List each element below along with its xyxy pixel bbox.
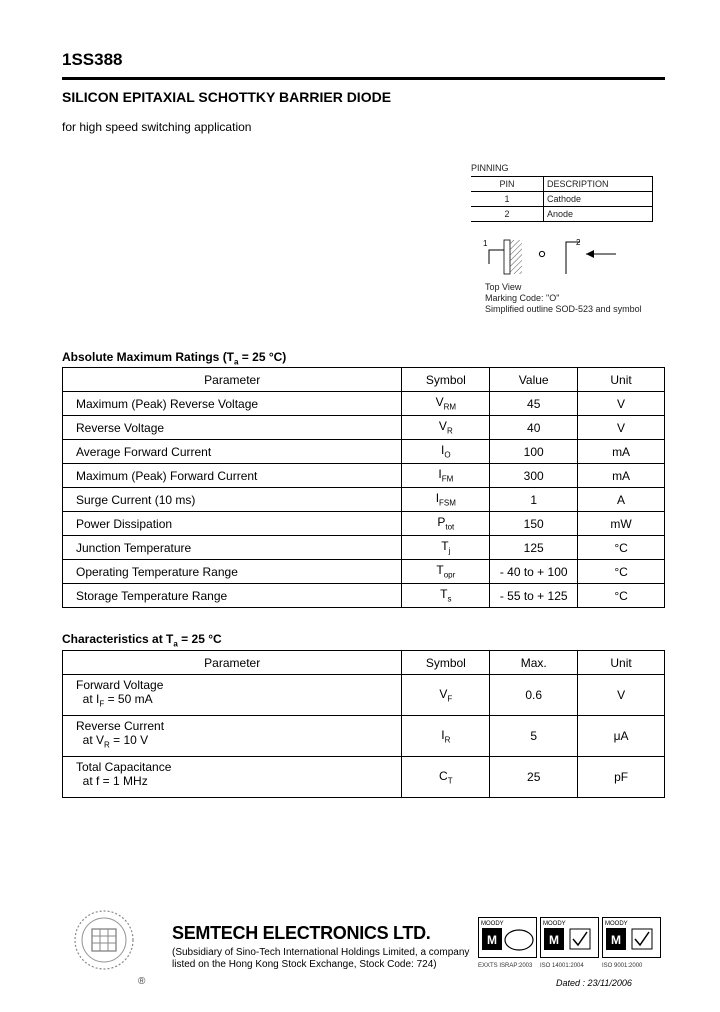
table-row: Power Dissipation $P_{tot}$ 150 mW [63, 512, 665, 536]
company-seal-logo [73, 909, 135, 971]
table-row: Maximum (Peak) Reverse Voltage $V_{RM}$ 45 V [63, 392, 665, 416]
part-number: 1SS388 [62, 50, 123, 69]
marking-dot [539, 251, 544, 256]
unit-header: Unit [578, 368, 665, 392]
pin-header: PIN [471, 177, 544, 192]
table-row: Average Forward Current $I_O$ 100 mA [63, 440, 665, 464]
pinning-block [471, 163, 661, 222]
unit-header: Unit [578, 651, 665, 675]
table-row [471, 192, 653, 207]
svg-text:MOODY: MOODY [605, 921, 628, 927]
param-header: Parameter [63, 368, 402, 392]
company-subsidiary-text: (Subsidiary of Sino-Tech International Holdings Limited, a company listed on the Hong Kong Stock Exchange, Stock Code: 724) [172, 947, 470, 970]
pin-description: Cathode [544, 192, 653, 207]
svg-text:M: M [487, 933, 497, 947]
table-row: Operating Temperature Range $T_{opr}$ - 40 to + 100 °C [63, 560, 665, 584]
table-row: Reverse Voltage $V_R$ 40 V [63, 416, 665, 440]
doc-title: SILICON EPITAXIAL SCHOTTKY BARRIER DIODE [62, 89, 392, 105]
characteristics-title: Characteristics at $T_a = 25$ °C [62, 632, 222, 649]
pinning-table [471, 176, 653, 222]
svg-text:MOODY: MOODY [543, 921, 566, 927]
package-outline [504, 240, 510, 274]
certification-labels: EXXTS ISRAP:2003 ISO 14001:2004 ISO 9001:2000 [478, 963, 643, 969]
svg-text:M: M [549, 933, 559, 947]
description-header: DESCRIPTION [544, 177, 653, 192]
cert-logo-3 [603, 918, 661, 958]
max-header: Max. [490, 651, 578, 675]
pinning-label: PINNING [471, 163, 509, 173]
pin2-label: 2 [576, 238, 581, 247]
table-row [471, 207, 653, 222]
pin-description: Anode [544, 207, 653, 222]
param-header: Parameter [63, 651, 402, 675]
amr-title: Absolute Maximum Ratings ($T_a = 25$ °C) [62, 350, 287, 367]
characteristics-table [62, 650, 665, 798]
value-header: Value [490, 368, 578, 392]
cert-logo-1 [479, 918, 537, 958]
package-symbol-diagram [480, 234, 620, 278]
table-row: Forward Voltage at $I_F = 50$ mA $V_F$ 0.6 V [63, 675, 665, 716]
cert-logo-2 [541, 918, 599, 958]
table-row: Total Capacitance at f = 1 MHz $C_T$ 25 pF [63, 757, 665, 798]
dated-text: Dated : 23/11/2006 [556, 978, 632, 988]
company-name: SEMTECH ELECTRONICS LTD. [172, 923, 431, 943]
title-rule [62, 77, 665, 80]
certification-logos [478, 917, 664, 959]
table-row: Junction Temperature $T_j$ 125 °C [63, 536, 665, 560]
symbol-header: Symbol [402, 368, 490, 392]
table-row: Storage Temperature Range $T_s$ - 55 to + 125 °C [63, 584, 665, 608]
registered-mark: ® [138, 976, 146, 987]
doc-subtitle: for high speed switching application [62, 120, 252, 134]
outline-note: Simplified outline SOD-523 and symbol [485, 304, 642, 314]
svg-text:MOODY: MOODY [481, 921, 504, 927]
absolute-max-ratings-table [62, 367, 665, 608]
diode-arrow-icon [586, 250, 594, 258]
marking-code-note: Marking Code: "O" [485, 293, 560, 303]
cathode-band [510, 240, 522, 274]
table-row: Maximum (Peak) Forward Current $I_{FM}$ 300 mA [63, 464, 665, 488]
pin-number: 2 [471, 207, 544, 222]
pin1-label: 1 [483, 239, 488, 248]
symbol-header: Symbol [402, 651, 490, 675]
pinning-notes [485, 282, 642, 315]
table-row: Surge Current (10 ms) $I_{FSM}$ 1 A [63, 488, 665, 512]
svg-text:M: M [611, 933, 621, 947]
top-view-note: Top View [485, 282, 522, 292]
pin-number: 1 [471, 192, 544, 207]
table-row: Reverse Current at $V_R = 10$ V $I_R$ 5 μA [63, 716, 665, 757]
